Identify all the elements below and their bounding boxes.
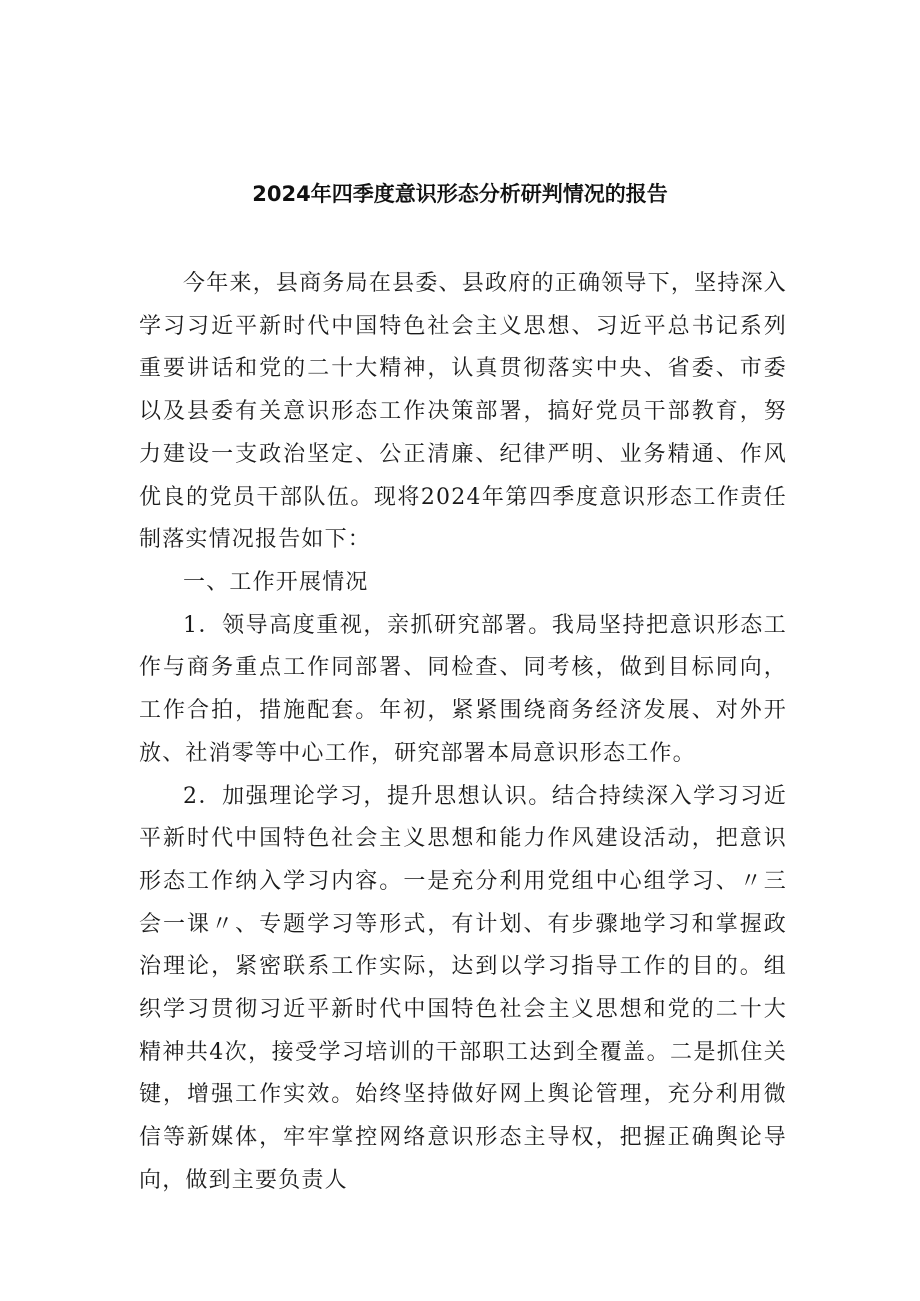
section-block bbox=[139, 562, 787, 1203]
item-1-paragraph: 1．领导高度重视，亲抓研究部署。我局坚持把意识形态工作与商务重点工作同部署、同检查、同考核，做到目标同向，工作合拍，措施配套。年初，紧紧围绕商务经济发展、对外开放、社消零等中心工作，研究部署本局意识形态工作。 bbox=[139, 612, 787, 766]
item-2-paragraph: 2．加强理论学习，提升思想认识。结合持续深入学习习近平新时代中国特色社会主义思想和能力作风建设活动，把意识形态工作纳入学习内容。一是充分利用党组中心组学习、〃三会一课〃、专题学习等形式，有计划、有步骤地学习和掌握政治理论，紧密联系工作实际，达到以学习指导工作的目的。组织学习贯彻习近平新时代中国特色社会主义思想和党的二十大精神共4次，接受学习培训的干部职工达到全覆盖。二是抓住关键，增强工作实效。始终坚持做好网上舆论管理，充分利用微信等新媒体，牢牢掌控网络意识形态主导权，把握正确舆论导向，做到主要负责人 bbox=[139, 783, 787, 1193]
intro-paragraph: 今年来，县商务局在县委、县政府的正确领导下，坚持深入学习习近平新时代中国特色社会主义思想、习近平总书记系列重要讲话和党的二十大精神，认真贯彻落实中央、省委、市委以及县委有关意识形态工作决策部署，搞好党员干部教育，努力建设一支政治坚定、公正清廉、纪律严明、业务精通、作风优良的党员干部队伍。现将2024年第四季度意识形态工作责任制落实情况报告如下： bbox=[139, 271, 787, 553]
intro-block bbox=[139, 263, 787, 562]
section-heading: 一、工作开展情况 bbox=[183, 570, 369, 595]
document-title: 2024年四季度意识形态分析研判情况的报告 bbox=[252, 182, 668, 206]
